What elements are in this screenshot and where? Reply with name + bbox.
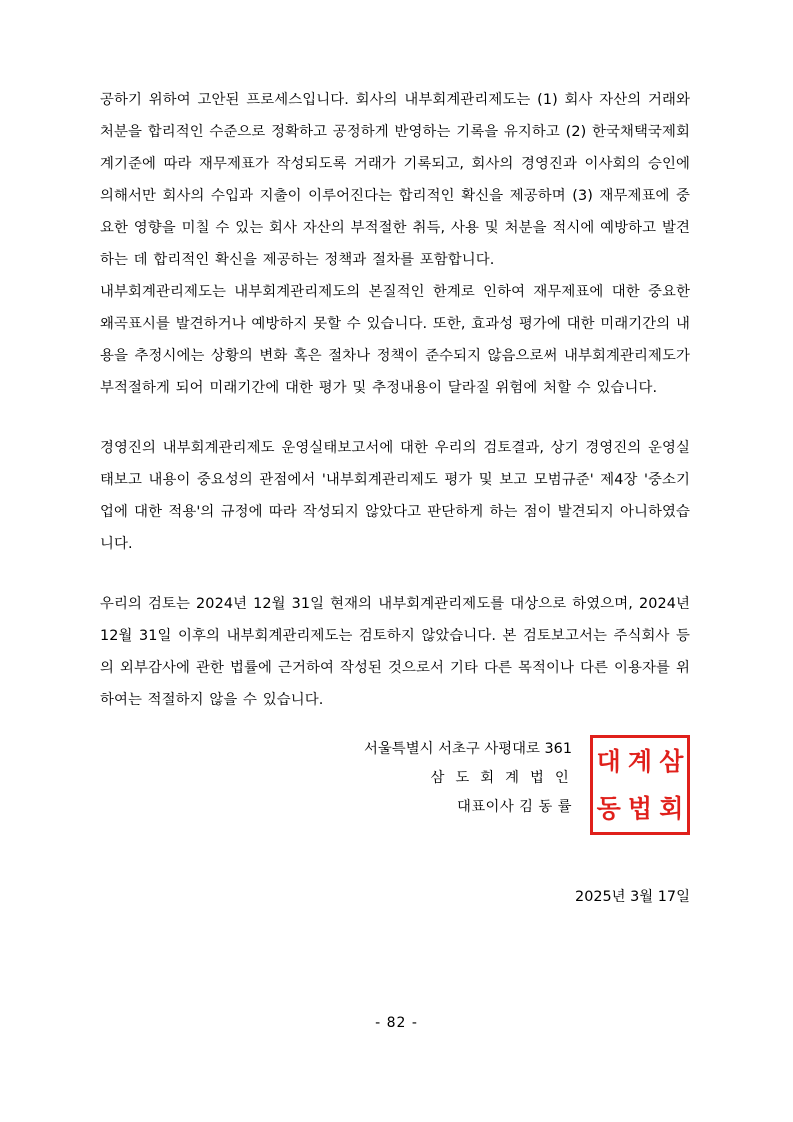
seal-char-3: 대: [596, 747, 621, 776]
signature-lines: [364, 735, 572, 822]
seal-char-1: 삼: [659, 747, 684, 776]
paragraph-spacer: [100, 560, 690, 588]
report-date: 2025년 3월 17일: [575, 889, 690, 905]
signature-block: [100, 735, 690, 855]
firm-name: 삼 도 회 계 법 인: [430, 770, 572, 786]
seal-char-5: 법: [627, 794, 653, 823]
paragraph-1: 공하기 위하여 고안된 프로세스입니다. 회사의 내부회계관리제도는 (1) 회사 자산의 거래와 처분을 합리적인 수준으로 정확하고 공정하게 반영하는 기록을 유지하고 (2) 한국채택국제회계기준에 따라 재무제표가 작성되도록 거래가 기록되고, 회사의 경영진과 이사회의 승인에 의해서만 회사의 수입과 지출이 이루어진다는 합리적인 확신을 제공하며 (3) 재무제표에 중요한 영향을 미칠 수 있는 회사 자산의 부적절한 취득, 사용 및 처분을 적시에 예방하고 발견하는 데 합리적인 확신을 제공하는 정책과 절차를 포함합니다.: [100, 92, 690, 268]
paragraph-4: 우리의 검토는 2024년 12월 31일 현재의 내부회계관리제도를 대상으로 하였으며, 2024년 12월 31일 이후의 내부회계관리제도는 검토하지 않았습니다. 본 검토보고서는 주식회사 등의 외부감사에 관한 법률에 근거하여 작성된 것으로서 기타 다른 목적이나 다른 이용자를 위하여는 적절하지 않을 수 있습니다.: [100, 596, 690, 708]
seal-char-2: 계: [627, 747, 653, 776]
paragraph-2: 내부회계관리제도는 내부회계관리제도의 본질적인 한계로 인하여 재무제표에 대한 중요한 왜곡표시를 발견하거나 예방하지 못할 수 있습니다. 또한, 효과성 평가에 대한 미래기간의 내용을 추정시에는 상황의 변화 혹은 절차나 정책이 준수되지 않음으로써 내부회계관리제도가 부적절하게 되어 미래기간에 대한 평가 및 추정내용이 달라질 위험에 처할 수 있습니다.: [100, 284, 690, 396]
paragraph-3: 경영진의 내부회계관리제도 운영실태보고서에 대한 우리의 검토결과, 상기 경영진의 운영실태보고 내용이 중요성의 관점에서 '내부회계관리제도 평가 및 보고 모범규준' 제4장 '중소기업에 대한 적용'의 규정에 따라 작성되지 않았다고 판단하게 하는 점이 발견되지 아니하였습니다.: [100, 440, 690, 552]
seal-char-4: 회: [659, 794, 684, 823]
page-number: - 82 -: [375, 1015, 418, 1031]
seal-char-6: 동: [596, 794, 621, 823]
firm-address: 서울특별시 서초구 사평대로 361: [363, 741, 572, 757]
paragraph-spacer: [100, 404, 690, 432]
representative-name: 대표이사 김 동 률: [456, 799, 572, 815]
document-body: [100, 84, 690, 716]
company-seal-stamp: [590, 735, 690, 835]
